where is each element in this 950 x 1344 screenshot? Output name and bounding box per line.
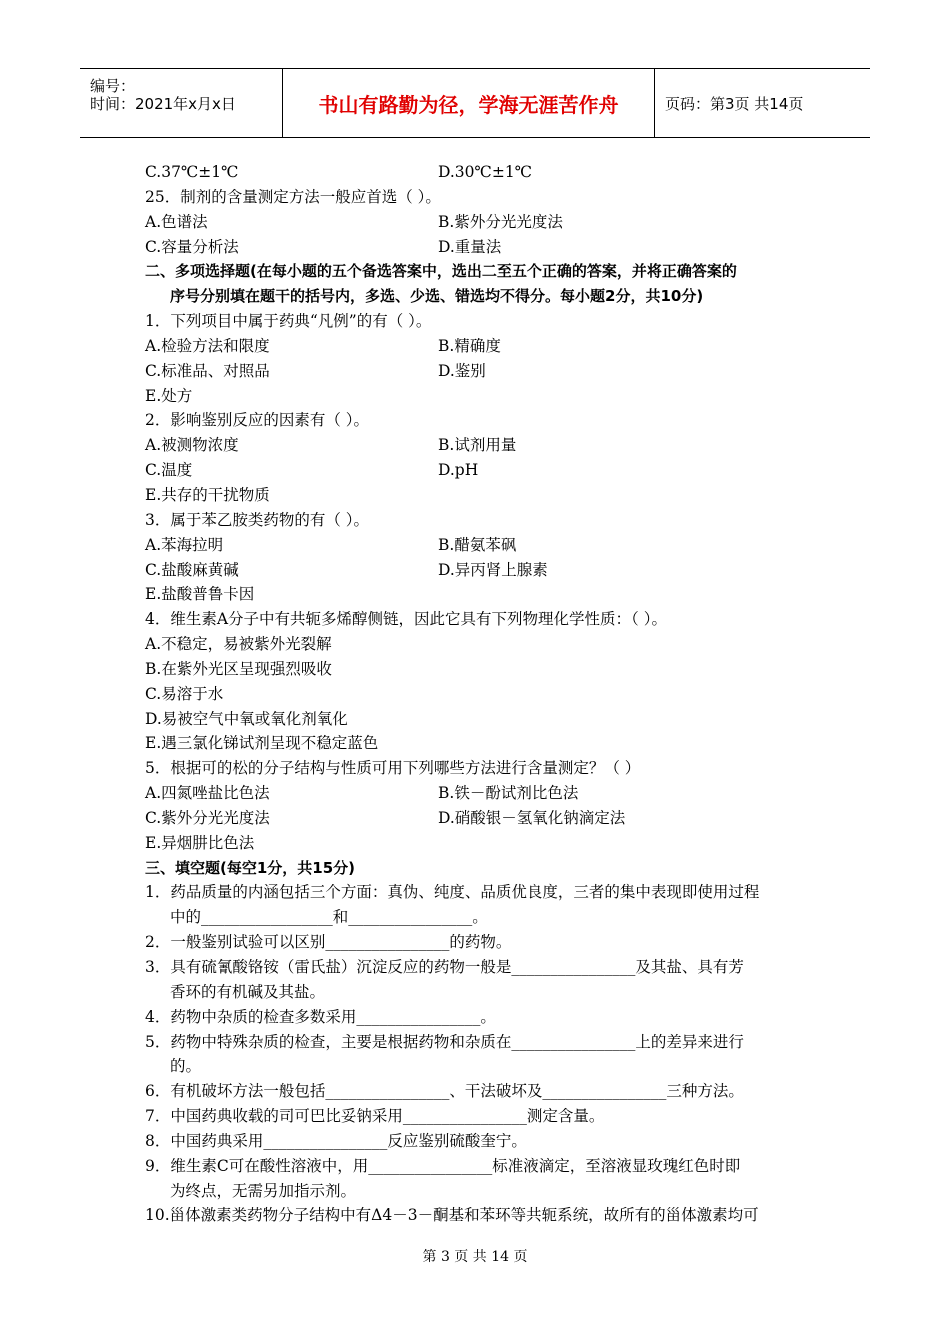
option: B.醋氨苯砜 bbox=[438, 535, 517, 554]
option: D.异丙肾上腺素 bbox=[438, 560, 548, 579]
fill-question: 7．中国药典收载的司可巴比妥钠采用________________测定含量。 bbox=[145, 1107, 605, 1126]
option: A.不稳定，易被紫外光裂解 bbox=[145, 635, 332, 654]
document-body bbox=[145, 160, 815, 1228]
option: C.37℃±1℃ bbox=[145, 163, 239, 181]
section-heading: 二、多项选择题(在每小题的五个备选答案中，选出二至五个正确的答案，并将正确答案的 bbox=[145, 262, 737, 281]
question-stem: 1．下列项目中属于药典“凡例”的有（ ）。 bbox=[145, 312, 432, 331]
fill-question-cont: 中的_________________和________________。 bbox=[170, 908, 488, 927]
option: A.被测物浓度 bbox=[145, 436, 239, 455]
question-stem: 4．维生素A分子中有共轭多烯醇侧链，因此它具有下列物理化学性质：（ ）。 bbox=[145, 610, 667, 629]
option: D.pH bbox=[438, 461, 479, 480]
option: E.异烟肼比色法 bbox=[145, 833, 255, 852]
fill-question: 5．药物中特殊杂质的检查，主要是根据药物和杂质在________________上的差异来进行 bbox=[145, 1032, 744, 1051]
option-row bbox=[145, 533, 815, 558]
option: D.30℃±1℃ bbox=[438, 163, 533, 181]
fill-question: 9．维生素C可在酸性溶液中，用________________标准液滴定，至溶液显玫瑰红色时即 bbox=[145, 1156, 741, 1175]
option: B.紫外分光光度法 bbox=[438, 212, 563, 231]
option-row bbox=[145, 781, 815, 806]
header-info-cell bbox=[80, 69, 283, 137]
option-row bbox=[145, 210, 815, 235]
option-row bbox=[145, 359, 815, 384]
option-row bbox=[145, 458, 815, 483]
doc-number-label: 编号： bbox=[90, 77, 136, 95]
option: B.试剂用量 bbox=[438, 436, 517, 455]
option-row bbox=[145, 433, 815, 458]
question-stem: 2．影响鉴别反应的因素有（ ）。 bbox=[145, 411, 370, 430]
page-header bbox=[80, 68, 870, 138]
option: A.色谱法 bbox=[145, 212, 208, 231]
option: D.鉴别 bbox=[438, 361, 486, 380]
option: D.易被空气中氧或氧化剂氧化 bbox=[145, 709, 348, 728]
option-row bbox=[145, 558, 815, 583]
option: B.铁－酚试剂比色法 bbox=[438, 784, 579, 803]
header-motto-cell bbox=[283, 69, 655, 137]
fill-question: 4．药物中杂质的检查多数采用________________。 bbox=[145, 1007, 496, 1026]
option: D.重量法 bbox=[438, 237, 502, 256]
option: E.遇三氯化锑试剂呈现不稳定蓝色 bbox=[145, 734, 379, 753]
section-heading: 三、填空题(每空1分，共15分) bbox=[145, 858, 356, 877]
question-stem: 3．属于苯乙胺类药物的有（ ）。 bbox=[145, 510, 370, 529]
question-stem: 25．制剂的含量测定方法一般应首选（ ）。 bbox=[145, 187, 441, 206]
fill-question: 1．药品质量的内涵包括三个方面：真伪、纯度、品质优良度，三者的集中表现即使用过程 bbox=[145, 883, 760, 902]
fill-question: 6．有机破坏方法一般包括________________、干法破坏及________________三种方法。 bbox=[145, 1082, 744, 1101]
option-row bbox=[145, 334, 815, 359]
option: C.盐酸麻黄碱 bbox=[145, 560, 239, 579]
option: C.温度 bbox=[145, 461, 193, 480]
option-row bbox=[145, 806, 815, 831]
fill-question-cont: 的。 bbox=[170, 1057, 202, 1076]
option: B.在紫外光区呈现强烈吸收 bbox=[145, 659, 332, 678]
option: A.四氮唑盐比色法 bbox=[145, 784, 270, 803]
option: C.易溶于水 bbox=[145, 684, 224, 703]
page-footer: 第 3 页 共 14 页 bbox=[422, 1249, 528, 1265]
question-stem: 5．根据可的松的分子结构与性质可用下列哪些方法进行含量测定？（ ） bbox=[145, 759, 641, 778]
option: E.共存的干扰物质 bbox=[145, 485, 270, 504]
fill-question-cont: 香环的有机碱及其盐。 bbox=[170, 982, 326, 1001]
fill-question: 8．中国药典采用________________反应鉴别硫酸奎宁。 bbox=[145, 1131, 527, 1150]
fill-question-cont: 为终点，无需另加指示剂。 bbox=[170, 1181, 357, 1200]
option: B.精确度 bbox=[438, 336, 501, 355]
option: E.处方 bbox=[145, 386, 193, 405]
option: D.硝酸银－氢氧化钠滴定法 bbox=[438, 808, 626, 827]
doc-time: 时间：2021年x月x日 bbox=[90, 95, 236, 113]
option: C.标准品、对照品 bbox=[145, 361, 270, 380]
option: E.盐酸普鲁卡因 bbox=[145, 585, 255, 604]
option: C.容量分析法 bbox=[145, 237, 239, 256]
fill-question: 2．一般鉴别试验可以区别________________的药物。 bbox=[145, 933, 512, 952]
option-row bbox=[145, 160, 815, 185]
section-heading-cont: 序号分别填在题干的括号内，多选、少选、错选均不得分。每小题2分，共10分) bbox=[170, 287, 704, 306]
option: A.检验方法和限度 bbox=[145, 336, 270, 355]
header-motto: 书山有路勤为径，学海无涯苦作舟 bbox=[318, 92, 619, 117]
fill-question: 3．具有硫氰酸铬铵（雷氏盐）沉淀反应的药物一般是________________及其盐、具有芳 bbox=[145, 958, 744, 976]
option-row bbox=[145, 235, 815, 260]
fill-question: 10.甾体激素类药物分子结构中有Δ4－3－酮基和苯环等共轭系统，故所有的甾体激素均可 bbox=[145, 1206, 759, 1225]
option: A.苯海拉明 bbox=[145, 535, 224, 554]
header-page-code: 页码：第3页 共14页 bbox=[665, 94, 804, 113]
option: C.紫外分光光度法 bbox=[145, 808, 270, 827]
